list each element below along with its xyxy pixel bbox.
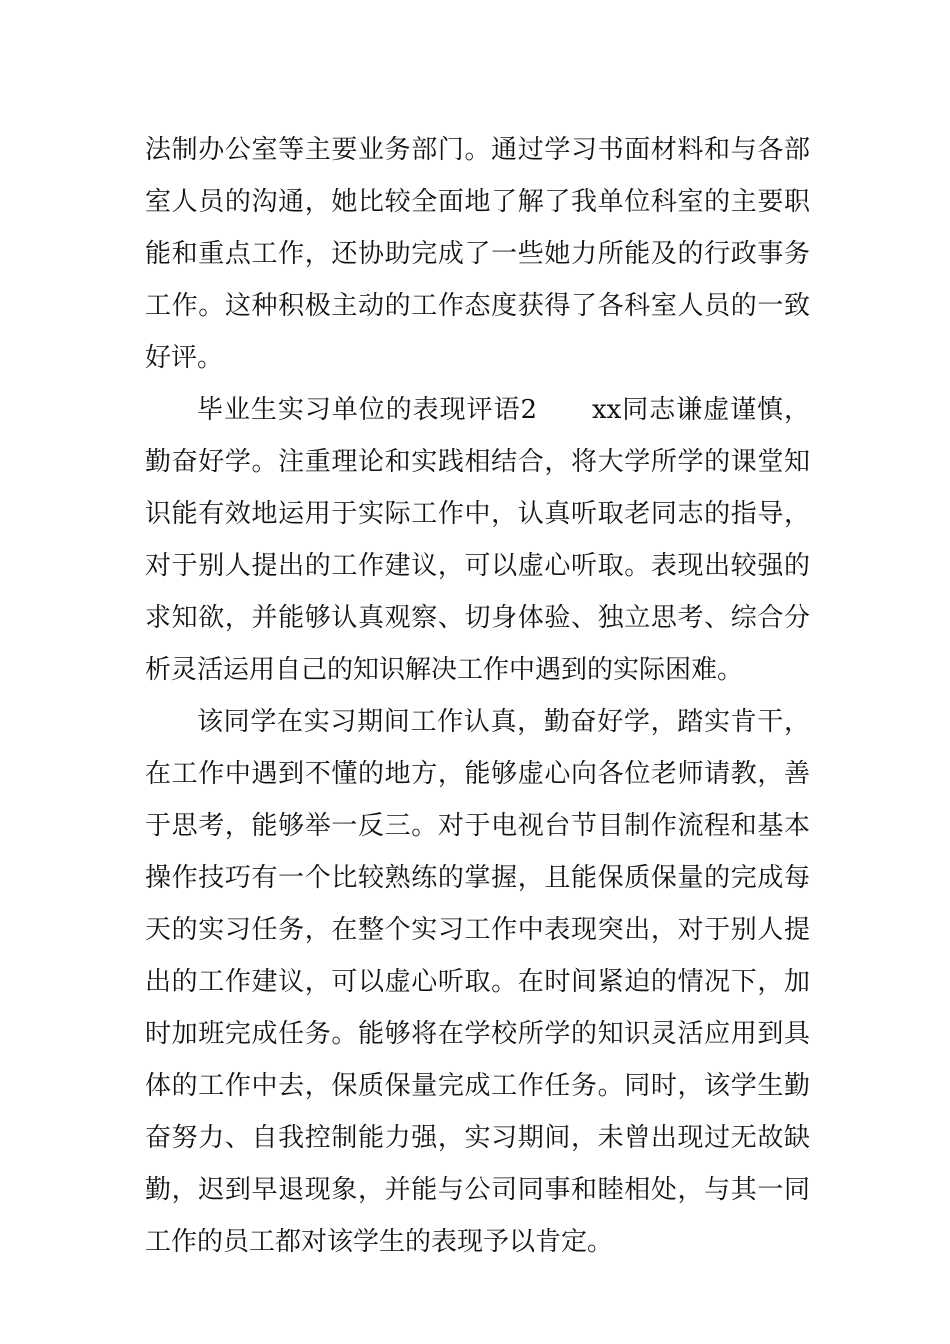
paragraph-3: 该同学在实习期间工作认真，勤奋好学，踏实肯干，在工作中遇到不懂的地方，能够虚心向各位老师请教，善于思考，能够举一反三。对于电视台节目制作流程和基本操作技巧有一个比较熟练的掌握，且能保质保量的完成每天的实习任务，在整个实习工作中表现突出，对于别人提出的工作建议，可以虚心听取。在时间紧迫的情况下，加时加班完成任务。能够将在学校所学的知识灵活应用到具体的工作中去，保质保量完成工作任务。同时，该学生勤奋努力、自我控制能力强，实习期间，未曾出现过无故缺勤，迟到早退现象，并能与公司同事和睦相处，与其一同工作的员工都对该学生的表现予以肯定。: [145, 707, 810, 1257]
document-body: [145, 124, 810, 1268]
paragraph-1: 法制办公室等主要业务部门。通过学习书面材料和与各部室人员的沟通，她比较全面地了解了我单位科室的主要职能和重点工作，还协助完成了一些她力所能及的行政事务工作。这种积极主动的工作态度获得了各科室人员的一致好评。: [145, 135, 810, 373]
paragraph-2: 毕业生实习单位的表现评语2 xx同志谦虚谨慎，勤奋好学。注重理论和实践相结合，将大学所学的课堂知识能有效地运用于实际工作中，认真听取老同志的指导，对于别人提出的工作建议，可以虚心听取。表现出较强的求知欲，并能够认真观察、切身体验、独立思考、综合分析灵活运用自己的知识解决工作中遇到的实际困难。: [145, 395, 810, 685]
